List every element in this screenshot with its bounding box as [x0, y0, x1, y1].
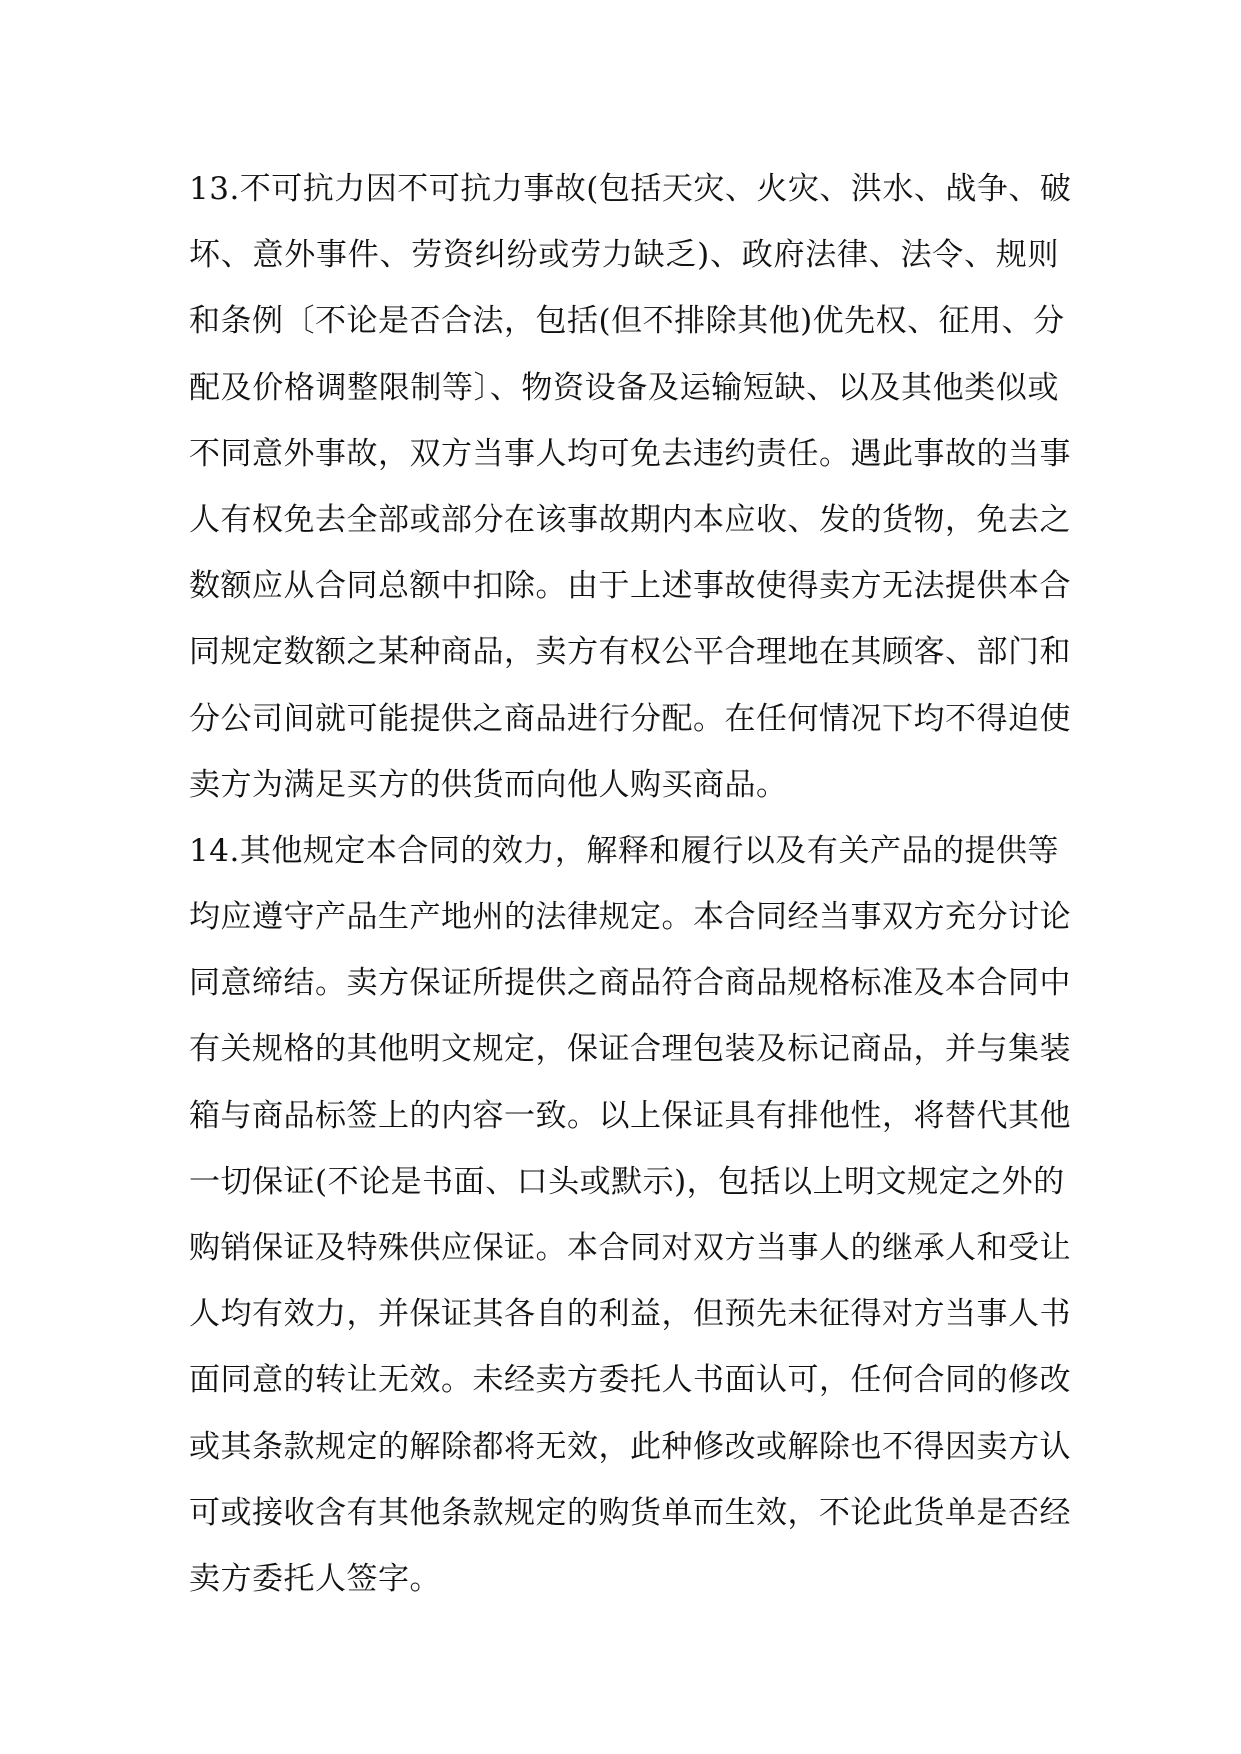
- text-line: 人有权免去全部或部分在该事故期内本应收、发的货物，免去之: [189, 501, 1071, 538]
- text-line: 13.不可抗力因不可抗力事故(包括天灾、火灾、洪水、战争、破: [189, 171, 1072, 207]
- text-line: 不同意外事故，双方当事人均可免去违约责任。遇此事故的当事: [189, 435, 1071, 472]
- clause-14: [189, 818, 1071, 1612]
- document-body: [189, 156, 1072, 1612]
- text-line: 购销保证及特殊供应保证。本合同对双方当事人的继承人和受让: [189, 1230, 1071, 1266]
- text-line: 卖方为满足买方的供货而向他人购买商品。: [189, 766, 788, 803]
- text-line: 面同意的转让无效。未经卖方委托人书面认可，任何合同的修改: [189, 1362, 1071, 1399]
- text-line: 有关规格的其他明文规定，保证合理包装及标记商品，并与集装: [189, 1031, 1071, 1068]
- text-line: 和条例〔不论是否合法，包括(但不排除其他)优先权、征用、分: [189, 303, 1065, 340]
- text-line: 分公司间就可能提供之商品进行分配。在任何情况下均不得迫使: [189, 700, 1071, 737]
- text-line: 14.其他规定本合同的效力，解释和履行以及有关产品的提供等: [189, 832, 1059, 869]
- text-line: 可或接收含有其他条款规定的购货单而生效，不论此货单是否经: [189, 1494, 1071, 1531]
- text-line: 一切保证(不论是书面、口头或默示)，包括以上明文规定之外的: [189, 1163, 1065, 1200]
- text-line: 数额应从合同总额中扣除。由于上述事故使得卖方无法提供本合: [189, 568, 1071, 605]
- text-line: 人均有效力，并保证其各自的利益，但预先未征得对方当事人书: [189, 1296, 1071, 1333]
- text-line: 或其条款规定的解除都将无效，此种修改或解除也不得因卖方认: [189, 1428, 1071, 1465]
- text-line: 坏、意外事件、劳资纠纷或劳力缺乏)、政府法律、法令、规则: [189, 237, 1059, 274]
- text-line: 同规定数额之某种商品，卖方有权公平合理地在其顾客、部门和: [189, 634, 1071, 671]
- text-line: 卖方委托人签字。: [189, 1560, 441, 1597]
- text-line: 均应遵守产品生产地州的法律规定。本合同经当事双方充分讨论: [189, 899, 1071, 936]
- text-line: 配及价格调整限制等〕、物资设备及运输短缺、以及其他类似或: [189, 369, 1059, 406]
- text-line: 箱与商品标签上的内容一致。以上保证具有排他性，将替代其他: [189, 1097, 1071, 1134]
- text-line: 同意缔结。卖方保证所提供之商品符合商品规格标准及本合同中: [189, 965, 1071, 1002]
- clause-13: [189, 156, 1072, 818]
